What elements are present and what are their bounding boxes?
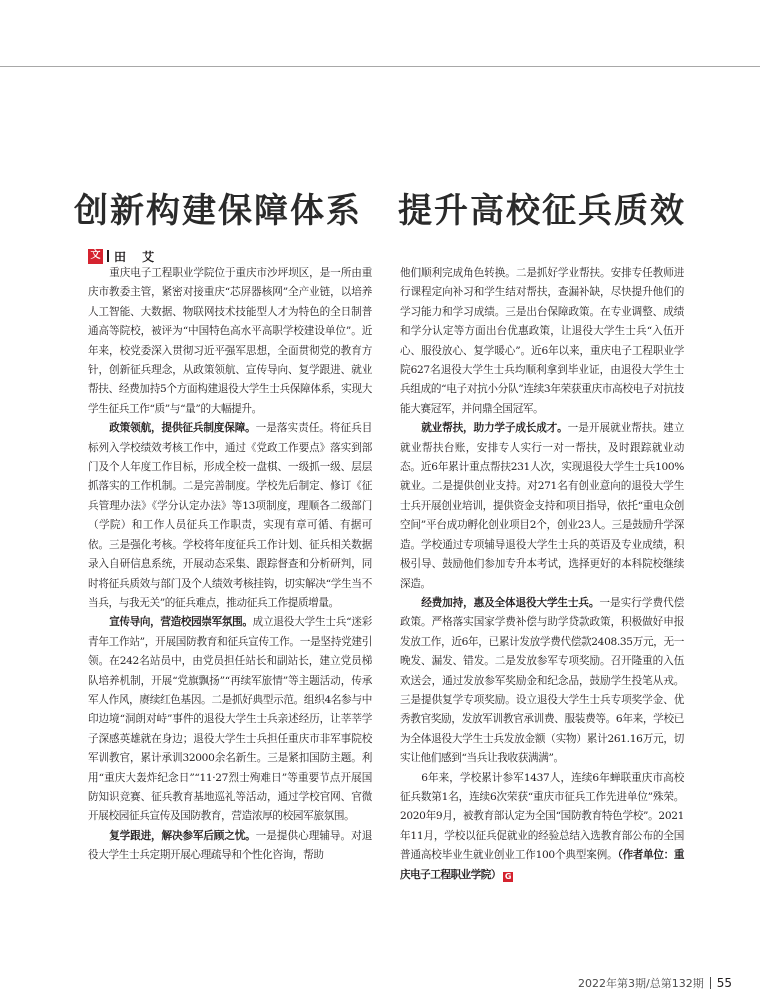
author-name: 田 艾 [114,249,161,264]
issue-info: 2022年第3期/总第132期 [578,977,704,990]
paragraph-return-to-school-body: 一是提供心理辅导。对退役大学生士兵定期开展心理疏导和个性化咨询，帮助 [88,829,372,862]
paragraph-employment-body: 一是开展就业帮扶。建立就业帮扶台账，安排专人实行一对一帮扶，及时跟踪就业动态。近6年累计重点帮扶231人次，实现退役大学生士兵100%就业。二是提供创业支持。对271名有创业意向的退役大学生士兵开展创业培训，提供资金支持和项目指导，依托“重电众创空间”平台成功孵化创业项目2个，创业23人。三是鼓励升学深造。学校通过专项辅导退役大学生士兵的英语及专业成绩，积极引导、鼓励他们参加专升本考试，选择更好的本科院校继续深造。 [400,422,684,590]
paragraph-funding-body: 一是实行学费代偿政策。严格落实国家学费补偿与助学贷款政策，积极做好申报发放工作，近6年，已累计发放学费代偿款2408.35万元，无一晚发、漏发、错发。二是发放参军专项奖励。召开隆重的入伍欢送会，通过发放参军奖励金和纪念品，鼓励学生投笔从戎。三是提供复学专项奖励。设立退役大学生士兵专项奖学金、优秀教官奖励，发放军训教官承训费、服装费等。6年来，学校已为全体退役大学生士兵发放金额（实物）累计261.16万元，切实让他们感到“当兵让我收获满满”。 [400,596,684,765]
paragraph-return-to-school [88,827,372,866]
end-of-article-icon: G [504,871,512,881]
paragraph-policy [88,419,372,613]
page-footer [578,975,732,991]
paragraph-funding [400,594,684,769]
paragraph-employment [400,419,684,594]
article-title [0,183,760,232]
byline-divider [107,250,109,262]
article-title-part1: 创新构建保障体系 [74,190,362,231]
article-title-part2: 提升高校征兵质效 [398,190,686,231]
byline-author-mark: 文 [88,249,103,264]
author-affiliation: （作者单位：重庆电子工程职业学院） [400,849,684,881]
heading-return-to-school: 复学跟进，解决参军后顾之忧。 [109,829,256,842]
right-column [400,264,684,885]
paragraph-results [400,769,684,885]
paragraph-results-body: 6年来，学校累计参军1437人，连续6年蝉联重庆市高校征兵数第1名，连续6次荣获“重庆市征兵工作先进单位”殊荣。2020年9月，被教育部认定为全国“国防教育特色学校”。2021年11月，学校以征兵促就业的经验总结入选教育部公布的全国普通高校毕业生就业创业工作100个典型案例。 [400,771,684,862]
heading-publicity: 宣传导向，营造校园崇军氛围。 [109,616,253,629]
heading-employment: 就业帮扶，助力学子成长成才。 [421,422,568,435]
heading-policy: 政策领航，提供征兵制度保障。 [109,422,256,435]
left-column [88,264,372,866]
page-number: 55 [716,976,732,990]
paragraph-intro: 重庆电子工程职业学院位于重庆市沙坪坝区，是一所由重庆市教委主管，紧密对接重庆“芯屏器核网”全产业链，以培养人工智能、大数据、物联网技术技能型人才为特色的全日制普通高等院校，被评为“中国特色高水平高职学校建设单位”。近年来，校党委深入贯彻习近平强军思想，全面贯彻党的教育方针，创新征兵理念，从政策领航、宣传导向、复学跟进、就业帮扶、经费加持5个方面构建退役大学生士兵保障体系，实现大学生征兵工作“质”与“量”的大幅提升。 [88,267,372,415]
paragraph-publicity-body: 成立退役大学生士兵“迷彩青年工作站”，开展国防教育和征兵宣传工作。一是坚持党建引领。在242名站员中，由党员担任站长和副站长，建立党员梯队培养机制，开展“党旗飘扬”“再续军旅情”等主题活动，传承军人作风，赓续红色基因。二是抓好典型示范。组织4名参与中印边境“洞朗对峙”事件的退役大学生士兵亲述经历，让莘莘学子深感英雄就在身边；退役大学生士兵担任重庆市非军事院校军训教官，累计承训32000余名新生。三是紧扣国防主题。利用“重庆大轰炸纪念日”“11·27烈士殉难日”等重要节点开展国防知识竞赛、征兵教育基地巡礼等活动，通过学校官网、官微开展校园征兵宣传及国防教育，营造浓厚的校园军旅氛围。 [88,616,373,823]
footer-divider [710,977,711,989]
paragraph-return-to-school-continued: 他们顺利完成角色转换。二是抓好学业帮扶。安排专任教师进行课程定向补习和学生结对帮扶，查漏补缺，尽快提升他们的学习能力和学习成绩。三是出台保障政策。在专业调整、成绩和学分认定等方面出台优惠政策，让退役大学生士兵“入伍开心、服役放心、复学暖心”。近6年以来，重庆电子工程职业学院627名退役大学生士兵均顺利拿到毕业证，由退役大学生士兵组成的“电子对抗小分队”连续3年荣获重庆市高校电子对抗技能大赛冠军，并问鼎全国冠军。 [400,267,684,415]
paragraph-publicity [88,613,372,826]
byline [88,248,160,264]
paragraph-policy-body: 一是落实责任。将征兵目标列入学校绩效考核工作中，通过《党政工作要点》落实到部门及个人年度工作目标，形成全校一盘棋、一级抓一级、层层抓落实的工作机制。二是完善制度。学校先后制定、修订《征兵管理办法》《学分认定办法》等13项制度，理顺各二级部门（学院）和工作人员征兵工作职责，实现有章可循、有据可依。三是强化考核。学校将年度征兵工作计划、征兵相关数据录入自研信息系统，开展动态采集、跟踪督查和分析研判，同时将征兵质效与部门及个人绩效考核挂钩，切实解决“学生当不当兵，与我无关”的征兵难点，推动征兵工作提质增量。 [88,422,372,609]
top-divider-line [0,66,760,67]
heading-funding: 经费加持，惠及全体退役大学生士兵。 [421,596,600,609]
